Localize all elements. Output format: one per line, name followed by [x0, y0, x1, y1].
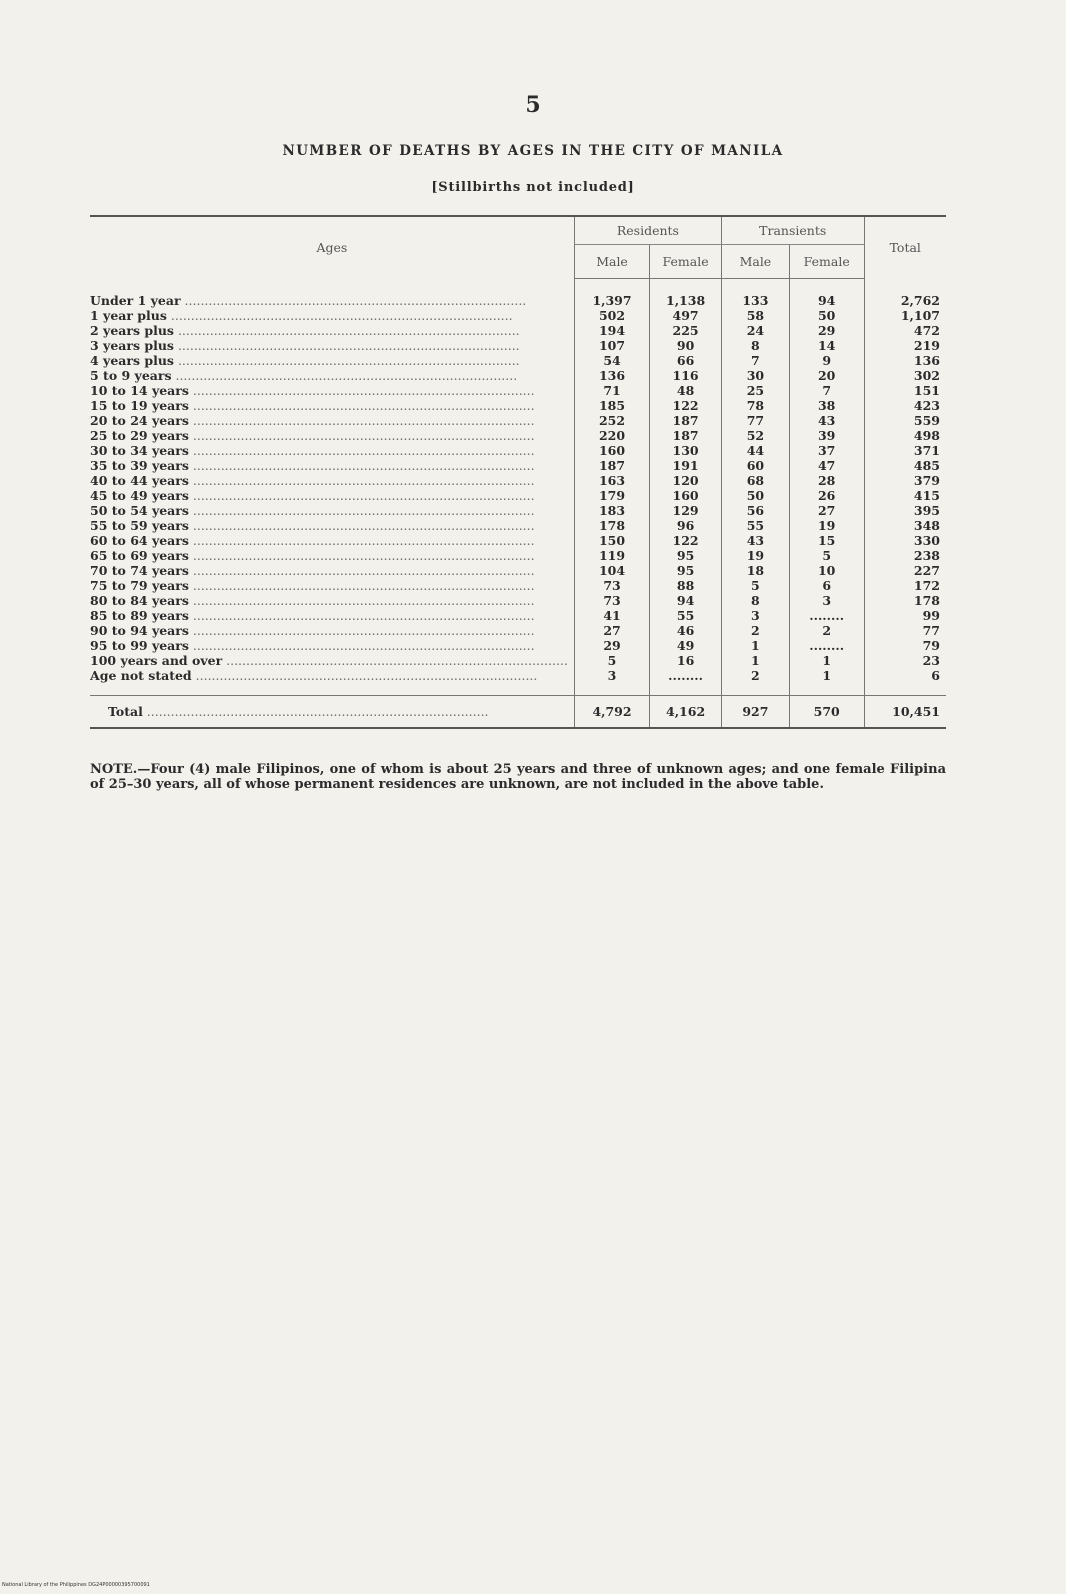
residents-female-cell: 191 — [650, 458, 722, 473]
table-row — [90, 353, 946, 368]
table-body — [90, 279, 946, 696]
table-row — [90, 308, 946, 323]
row-total-cell: 23 — [922, 653, 940, 668]
transients-male-cell: 68 — [721, 473, 789, 488]
transients-male-cell: 19 — [721, 548, 789, 563]
transients-male-cell: 8 — [721, 338, 789, 353]
residents-male-cell: 178 — [574, 518, 649, 533]
residents-male-cell: 185 — [574, 398, 649, 413]
table-row — [90, 518, 946, 533]
age-label: 70 to 74 years ..... — [90, 563, 574, 578]
table-row — [90, 458, 946, 473]
transients-female-cell: 6 — [789, 578, 864, 593]
table-row — [90, 368, 946, 383]
table-row — [90, 563, 946, 578]
residents-male-cell: 183 — [574, 503, 649, 518]
row-total-cell: 77 — [922, 623, 940, 638]
residents-female-cell: 46 — [650, 623, 722, 638]
residents-male-cell: 1,397 — [574, 279, 649, 309]
residents-male-cell: 73 — [574, 578, 649, 593]
table-row — [90, 473, 946, 488]
row-total-cell: 6 — [931, 668, 940, 683]
residents-female-cell: 94 — [650, 593, 722, 608]
residents-female-cell: 160 — [650, 488, 722, 503]
transients-female-cell: 27 — [789, 503, 864, 518]
residents-female-cell: 95 — [650, 548, 722, 563]
residents-female-cell: 187 — [650, 428, 722, 443]
transients-male-cell: 30 — [721, 368, 789, 383]
table-row — [90, 533, 946, 548]
deaths-by-age-table — [90, 215, 946, 729]
transients-female-cell: ........ — [789, 608, 864, 623]
transients-male-cell: 58 — [721, 308, 789, 323]
page-title: NUMBER OF DEATHS BY AGES IN THE CITY OF MANILA — [282, 143, 784, 159]
residents-male-cell: 163 — [574, 473, 649, 488]
transients-male-cell: 43 — [721, 533, 789, 548]
row-total-cell: 472 — [913, 323, 940, 338]
row-total-cell: 219 — [913, 338, 940, 353]
table-row — [90, 503, 946, 518]
residents-male-cell: 104 — [574, 563, 649, 578]
residents-female-cell: 225 — [650, 323, 722, 338]
residents-male-cell: 54 — [574, 353, 649, 368]
row-total-cell: 227 — [913, 563, 940, 578]
transients-male-cell: 55 — [721, 518, 789, 533]
table-row — [90, 428, 946, 443]
deaths-table-container — [90, 215, 946, 729]
row-total-cell: 395 — [913, 503, 940, 518]
age-label: 65 to 69 years ..... — [90, 548, 574, 563]
age-label: 60 to 64 years ..... — [90, 533, 574, 548]
total-res-male: 4,792 — [574, 696, 649, 729]
age-label: 75 to 79 years ..... — [90, 578, 574, 593]
transients-female-cell: 20 — [789, 368, 864, 383]
residents-male-cell: 187 — [574, 458, 649, 473]
transients-female-cell: 47 — [789, 458, 864, 473]
total-label: Total ..... — [90, 696, 574, 729]
transients-female-cell: 38 — [789, 398, 864, 413]
row-total-cell: 485 — [913, 458, 940, 473]
residents-male-cell: 220 — [574, 428, 649, 443]
residents-male-cell: 71 — [574, 383, 649, 398]
age-label: 35 to 39 years ..... — [90, 458, 574, 473]
transients-female-cell: 1 — [789, 653, 864, 668]
row-total-cell: 371 — [913, 443, 940, 458]
row-total-cell: 172 — [913, 578, 940, 593]
residents-male-cell: 150 — [574, 533, 649, 548]
header-residents: Residents — [574, 216, 721, 245]
age-label: 3 years plus ..... — [90, 338, 574, 353]
header-transients-male: Male — [721, 245, 789, 279]
header-residents-female: Female — [650, 245, 722, 279]
table-row — [90, 323, 946, 338]
table-row — [90, 383, 946, 398]
transients-male-cell: 24 — [721, 323, 789, 338]
row-total-cell: 79 — [922, 638, 940, 653]
transients-female-cell: 43 — [789, 413, 864, 428]
residents-male-cell: 27 — [574, 623, 649, 638]
age-label: 4 years plus ..... — [90, 353, 574, 368]
transients-male-cell: 56 — [721, 503, 789, 518]
footer-credit: National Library of the Philippines DG24P00000395700091 — [2, 1582, 150, 1588]
table-row — [90, 638, 946, 653]
age-label: 2 years plus ..... — [90, 323, 574, 338]
header-transients-female: Female — [789, 245, 864, 279]
transients-male-cell: 50 — [721, 488, 789, 503]
row-total-cell: 178 — [913, 593, 940, 608]
transients-female-cell: ........ — [789, 638, 864, 653]
row-total-cell: 330 — [913, 533, 940, 548]
row-total-cell: 99 — [922, 608, 940, 623]
transients-female-cell: 19 — [789, 518, 864, 533]
age-label: 85 to 89 years ..... — [90, 608, 574, 623]
residents-female-cell: 49 — [650, 638, 722, 653]
table-row — [90, 398, 946, 413]
total-tr-male: 927 — [721, 696, 789, 729]
table-row — [90, 338, 946, 353]
transients-female-cell: 14 — [789, 338, 864, 353]
residents-female-cell: 122 — [650, 533, 722, 548]
row-total-cell: 151 — [913, 383, 940, 398]
transients-male-cell: 77 — [721, 413, 789, 428]
age-label: 20 to 24 years ..... — [90, 413, 574, 428]
age-label: Age not stated ..... — [90, 668, 574, 696]
age-label: 1 year plus ..... — [90, 308, 574, 323]
header-total: Total — [864, 216, 946, 279]
page-subtitle: [Stillbirths not included] — [431, 180, 635, 195]
residents-male-cell: 119 — [574, 548, 649, 563]
row-total-cell: 136 — [913, 353, 940, 368]
transients-male-cell: 78 — [721, 398, 789, 413]
residents-male-cell: 5 — [574, 653, 649, 668]
residents-male-cell: 136 — [574, 368, 649, 383]
residents-female-cell: 48 — [650, 383, 722, 398]
table-row — [90, 413, 946, 428]
page-number: 5 — [525, 92, 541, 118]
age-label: 30 to 34 years ..... — [90, 443, 574, 458]
age-label: 15 to 19 years ..... — [90, 398, 574, 413]
residents-female-cell: ........ — [650, 668, 722, 696]
age-label: 95 to 99 years ..... — [90, 638, 574, 653]
transients-female-cell: 94 — [789, 279, 864, 309]
age-label: 80 to 84 years ..... — [90, 593, 574, 608]
total-tr-female: 570 — [789, 696, 864, 729]
row-total-cell: 1,107 — [900, 308, 940, 323]
table-note: NOTE.—Four (4) male Filipinos, one of whom is about 25 years and three of unknown ages; and one female Filipina of 25–30 years, all of whose permanent residences are unknown, are not included in the above table. — [90, 762, 946, 792]
transients-male-cell: 60 — [721, 458, 789, 473]
transients-female-cell: 37 — [789, 443, 864, 458]
row-total-cell: 2,762 — [900, 292, 940, 308]
table-row — [90, 578, 946, 593]
total-res-female: 4,162 — [650, 696, 722, 729]
table-row — [90, 668, 946, 696]
residents-male-cell: 107 — [574, 338, 649, 353]
row-total-cell: 302 — [913, 368, 940, 383]
residents-male-cell: 41 — [574, 608, 649, 623]
residents-male-cell: 3 — [574, 668, 649, 696]
transients-female-cell: 10 — [789, 563, 864, 578]
residents-male-cell: 194 — [574, 323, 649, 338]
transients-male-cell: 18 — [721, 563, 789, 578]
age-label: 55 to 59 years ..... — [90, 518, 574, 533]
transients-female-cell: 1 — [789, 668, 864, 696]
table-row — [90, 653, 946, 668]
residents-female-cell: 88 — [650, 578, 722, 593]
row-total-cell: 423 — [913, 398, 940, 413]
header-transients: Transients — [721, 216, 864, 245]
transients-male-cell: 1 — [721, 638, 789, 653]
transients-female-cell: 50 — [789, 308, 864, 323]
transients-female-cell: 28 — [789, 473, 864, 488]
row-total-cell: 415 — [913, 488, 940, 503]
age-label: 25 to 29 years ..... — [90, 428, 574, 443]
header-residents-male: Male — [574, 245, 649, 279]
total-grand: 10,451 — [864, 696, 946, 729]
table-row — [90, 548, 946, 563]
table-row — [90, 593, 946, 608]
transients-female-cell: 29 — [789, 323, 864, 338]
total-row — [90, 696, 946, 729]
transients-male-cell: 7 — [721, 353, 789, 368]
transients-female-cell: 15 — [789, 533, 864, 548]
transients-female-cell: 5 — [789, 548, 864, 563]
transients-female-cell: 39 — [789, 428, 864, 443]
residents-female-cell: 120 — [650, 473, 722, 488]
residents-female-cell: 55 — [650, 608, 722, 623]
residents-female-cell: 96 — [650, 518, 722, 533]
row-total-cell: 498 — [913, 428, 940, 443]
table-row — [90, 443, 946, 458]
residents-female-cell: 122 — [650, 398, 722, 413]
residents-female-cell: 95 — [650, 563, 722, 578]
transients-male-cell: 2 — [721, 668, 789, 696]
row-total-cell: 348 — [913, 518, 940, 533]
residents-male-cell: 502 — [574, 308, 649, 323]
residents-female-cell: 66 — [650, 353, 722, 368]
transients-female-cell: 3 — [789, 593, 864, 608]
transients-male-cell: 3 — [721, 608, 789, 623]
age-label: 90 to 94 years ..... — [90, 623, 574, 638]
age-label: 45 to 49 years ..... — [90, 488, 574, 503]
table-row — [90, 279, 946, 309]
table-row — [90, 488, 946, 503]
residents-female-cell: 90 — [650, 338, 722, 353]
residents-male-cell: 160 — [574, 443, 649, 458]
transients-female-cell: 9 — [789, 353, 864, 368]
header-ages: Ages — [90, 216, 574, 279]
age-label: 5 to 9 years ..... — [90, 368, 574, 383]
transients-male-cell: 52 — [721, 428, 789, 443]
transients-male-cell: 5 — [721, 578, 789, 593]
residents-female-cell: 129 — [650, 503, 722, 518]
age-label: 50 to 54 years ..... — [90, 503, 574, 518]
row-total-cell: 238 — [913, 548, 940, 563]
residents-female-cell: 16 — [650, 653, 722, 668]
transients-male-cell: 1 — [721, 653, 789, 668]
residents-female-cell: 497 — [650, 308, 722, 323]
residents-female-cell: 1,138 — [650, 279, 722, 309]
residents-male-cell: 29 — [574, 638, 649, 653]
row-total-cell: 559 — [913, 413, 940, 428]
transients-male-cell: 133 — [721, 279, 789, 309]
age-label: 10 to 14 years ..... — [90, 383, 574, 398]
residents-male-cell: 252 — [574, 413, 649, 428]
transients-female-cell: 7 — [789, 383, 864, 398]
residents-female-cell: 130 — [650, 443, 722, 458]
row-total-cell: 379 — [913, 473, 940, 488]
transients-male-cell: 25 — [721, 383, 789, 398]
transients-female-cell: 26 — [789, 488, 864, 503]
transients-male-cell: 2 — [721, 623, 789, 638]
residents-male-cell: 73 — [574, 593, 649, 608]
table-row — [90, 608, 946, 623]
age-label: 100 years and over ..... — [90, 653, 574, 668]
age-label: Under 1 year ..... — [90, 279, 574, 309]
residents-female-cell: 116 — [650, 368, 722, 383]
age-label: 40 to 44 years ..... — [90, 473, 574, 488]
table-row — [90, 623, 946, 638]
transients-female-cell: 2 — [789, 623, 864, 638]
residents-female-cell: 187 — [650, 413, 722, 428]
transients-male-cell: 8 — [721, 593, 789, 608]
transients-male-cell: 44 — [721, 443, 789, 458]
residents-male-cell: 179 — [574, 488, 649, 503]
